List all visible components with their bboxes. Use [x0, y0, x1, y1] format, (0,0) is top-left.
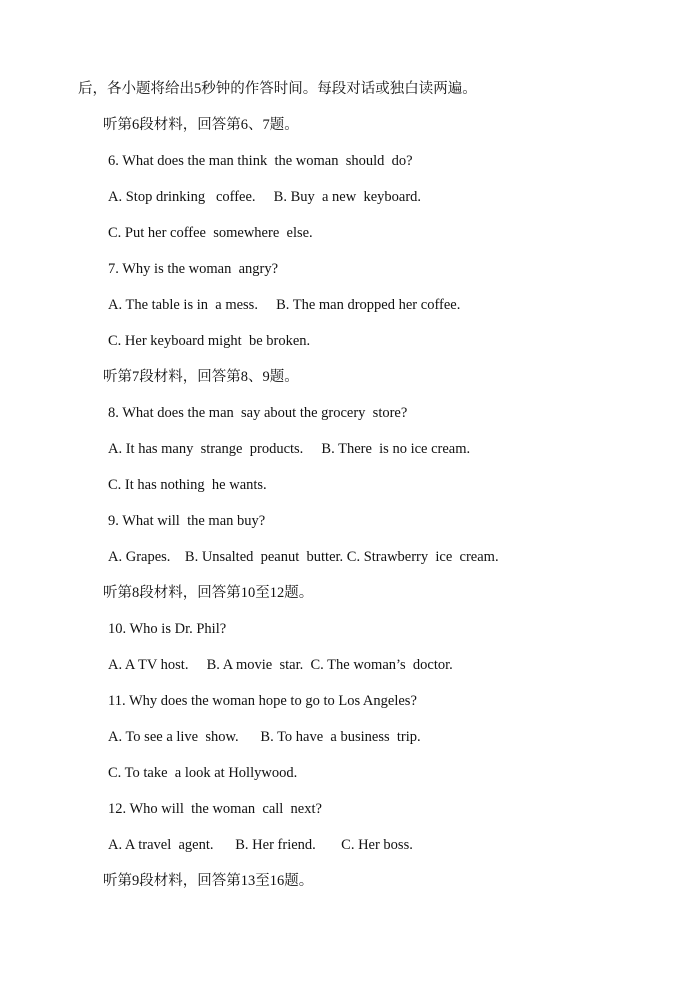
instruction-text: 后，各小题将给出5秒钟的作答时间。每段对话或独白读两遍。	[78, 81, 477, 97]
question-9: 9. What will the man buy?	[108, 513, 266, 529]
question-6: 6. What does the man think the woman should do?	[108, 153, 413, 169]
options-7-ab: A. The table is in a mess. B. The man dropped her coffee.	[108, 297, 461, 313]
options-11-c: C. To take a look at Hollywood.	[108, 765, 298, 781]
question-8: 8. What does the man say about the grocery store?	[108, 405, 408, 421]
question-10: 10. Who is Dr. Phil?	[108, 621, 227, 637]
options-12: A. A travel agent. B. Her friend. C. Her boss.	[108, 837, 413, 853]
section-heading-8: 听第8段材料，回答第10至12题。	[103, 585, 314, 601]
question-11: 11. Why does the woman hope to go to Los Angeles?	[108, 693, 417, 709]
options-6-ab: A. Stop drinking coffee. B. Buy a new keyboard.	[108, 189, 422, 205]
options-11-ab: A. To see a live show. B. To have a business trip.	[108, 729, 421, 745]
options-8-c: C. It has nothing he wants.	[108, 477, 267, 493]
options-6-c: C. Put her coffee somewhere else.	[108, 225, 313, 241]
options-9: A. Grapes. B. Unsalted peanut butter. C. Strawberry ice cream.	[108, 549, 499, 565]
question-7: 7. Why is the woman angry?	[108, 261, 279, 277]
options-7-c: C. Her keyboard might be broken.	[108, 333, 311, 349]
section-heading-7: 听第7段材料，回答第8、9题。	[103, 369, 299, 385]
options-10: A. A TV host. B. A movie star. C. The woman’s doctor.	[108, 657, 453, 673]
section-heading-6: 听第6段材料，回答第6、7题。	[103, 117, 299, 133]
options-8-ab: A. It has many strange products. B. There is no ice cream.	[108, 441, 471, 457]
section-heading-9: 听第9段材料，回答第13至16题。	[103, 873, 314, 889]
question-12: 12. Who will the woman call next?	[108, 801, 322, 817]
